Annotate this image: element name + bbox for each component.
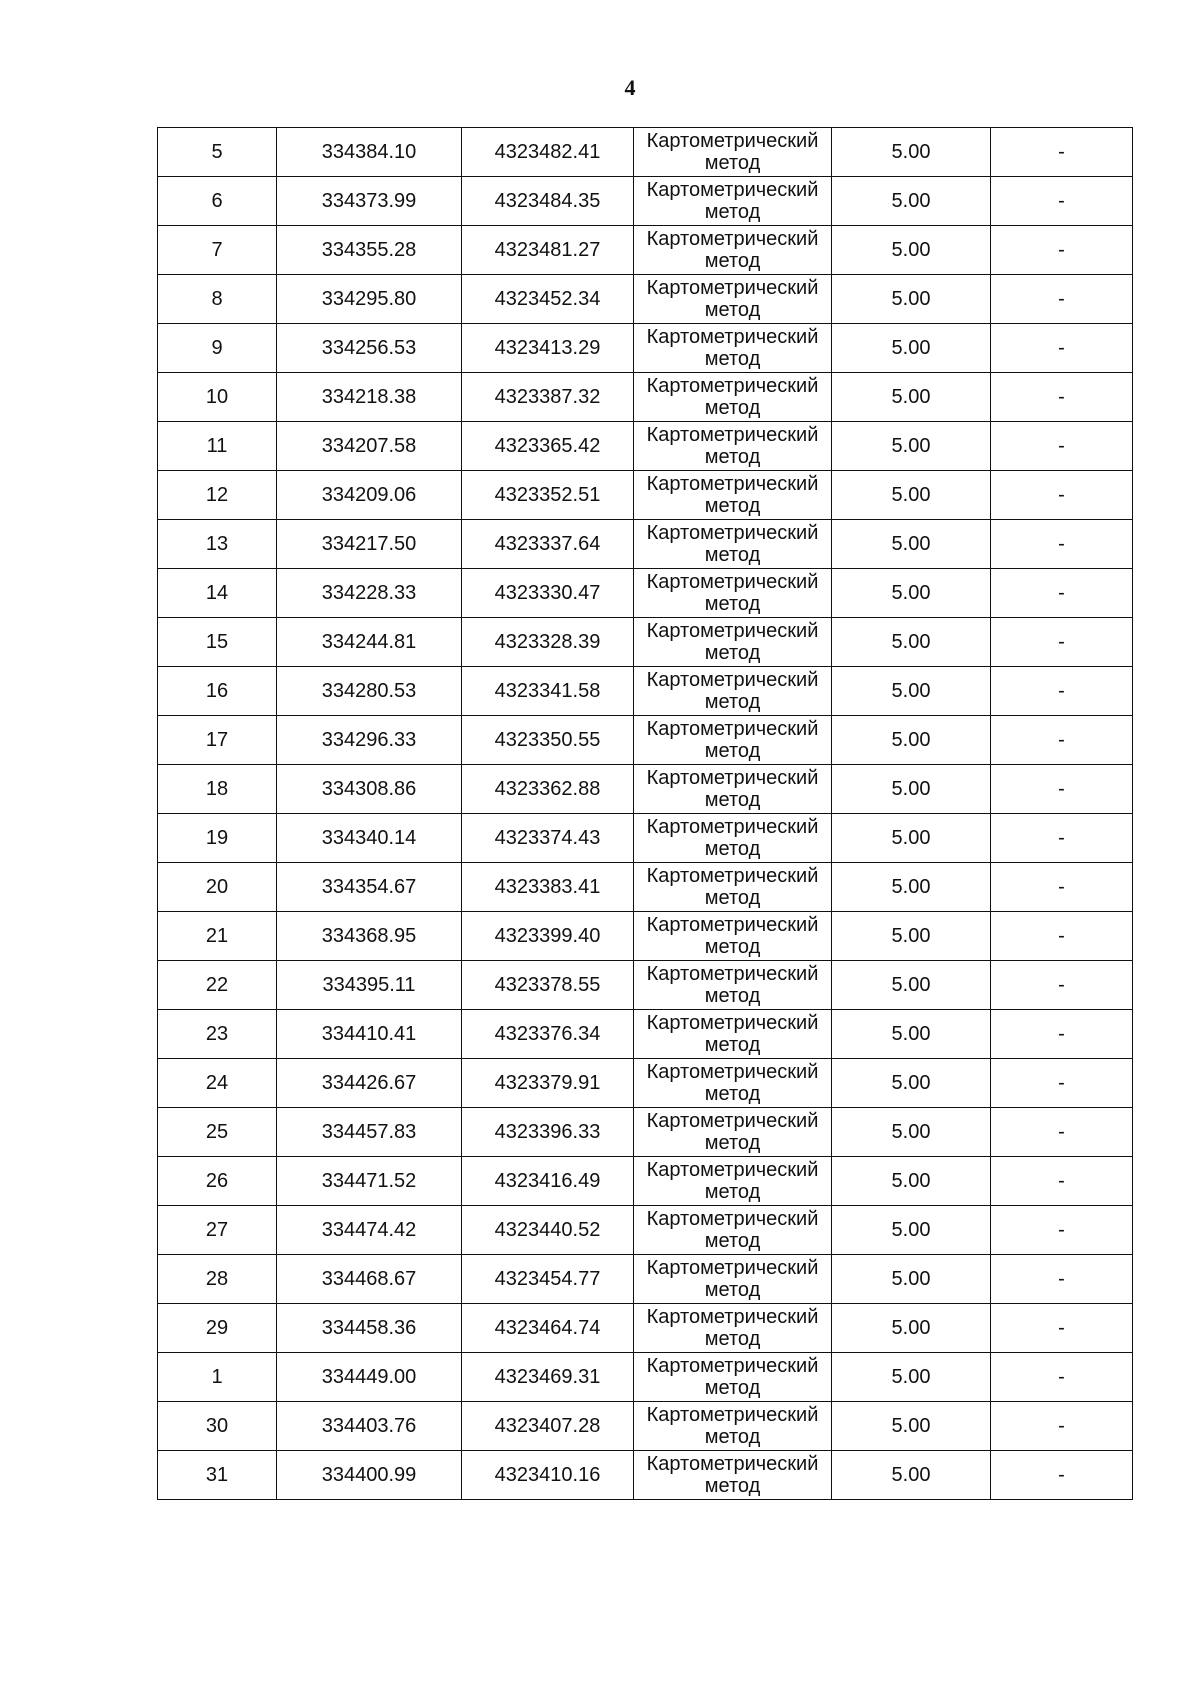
accuracy-cell: 5.00 (832, 961, 991, 1010)
accuracy-cell: 5.00 (832, 324, 991, 373)
y-coordinate-cell: 4323379.91 (462, 1059, 634, 1108)
accuracy-cell: 5.00 (832, 1206, 991, 1255)
y-coordinate-cell: 4323413.29 (462, 324, 634, 373)
method-cell (634, 177, 832, 226)
y-coordinate-cell: 4323481.27 (462, 226, 634, 275)
x-coordinate-cell: 334295.80 (277, 275, 462, 324)
note-cell: - (991, 569, 1133, 618)
method-text-line: Картометрический (646, 963, 819, 985)
note-cell: - (991, 1010, 1133, 1059)
method-cell (634, 1304, 832, 1353)
method-text-line: метод (704, 887, 761, 909)
point-number-cell: 25 (158, 1108, 277, 1157)
method-cell (634, 471, 832, 520)
point-number-cell: 8 (158, 275, 277, 324)
x-coordinate-cell: 334217.50 (277, 520, 462, 569)
accuracy-cell: 5.00 (832, 1255, 991, 1304)
method-text-line: метод (704, 397, 761, 419)
accuracy-cell: 5.00 (832, 275, 991, 324)
method-text-line: Картометрический (646, 130, 819, 152)
accuracy-cell: 5.00 (832, 863, 991, 912)
coordinates-table-body (158, 128, 1133, 1500)
point-number-cell: 29 (158, 1304, 277, 1353)
table-row (158, 1157, 1133, 1206)
method-text-line: Картометрический (646, 179, 819, 201)
method-text-line: Картометрический (646, 718, 819, 740)
x-coordinate-cell: 334340.14 (277, 814, 462, 863)
table-row (158, 471, 1133, 520)
note-cell: - (991, 618, 1133, 667)
y-coordinate-cell: 4323454.77 (462, 1255, 634, 1304)
note-cell: - (991, 1059, 1133, 1108)
note-cell: - (991, 1451, 1133, 1500)
method-text-line: метод (704, 642, 761, 664)
x-coordinate-cell: 334458.36 (277, 1304, 462, 1353)
table-row (158, 618, 1133, 667)
accuracy-cell: 5.00 (832, 716, 991, 765)
method-cell (634, 1010, 832, 1059)
note-cell: - (991, 1353, 1133, 1402)
x-coordinate-cell: 334368.95 (277, 912, 462, 961)
table-row (158, 1255, 1133, 1304)
accuracy-cell: 5.00 (832, 422, 991, 471)
accuracy-cell: 5.00 (832, 1010, 991, 1059)
accuracy-cell: 5.00 (832, 1304, 991, 1353)
point-number-cell: 15 (158, 618, 277, 667)
x-coordinate-cell: 334256.53 (277, 324, 462, 373)
method-text-line: Картометрический (646, 522, 819, 544)
table-row (158, 667, 1133, 716)
table-row (158, 1304, 1133, 1353)
point-number-cell: 24 (158, 1059, 277, 1108)
method-text-line: Картометрический (646, 277, 819, 299)
method-cell (634, 1108, 832, 1157)
y-coordinate-cell: 4323330.47 (462, 569, 634, 618)
point-number-cell: 12 (158, 471, 277, 520)
page-number: 4 (624, 75, 636, 100)
note-cell: - (991, 226, 1133, 275)
x-coordinate-cell: 334209.06 (277, 471, 462, 520)
accuracy-cell: 5.00 (832, 765, 991, 814)
note-cell: - (991, 275, 1133, 324)
method-cell (634, 961, 832, 1010)
x-coordinate-cell: 334471.52 (277, 1157, 462, 1206)
y-coordinate-cell: 4323452.34 (462, 275, 634, 324)
method-text-line: Картометрический (646, 228, 819, 250)
note-cell: - (991, 422, 1133, 471)
y-coordinate-cell: 4323464.74 (462, 1304, 634, 1353)
method-text-line: Картометрический (646, 1257, 819, 1279)
x-coordinate-cell: 334296.33 (277, 716, 462, 765)
table-row (158, 226, 1133, 275)
x-coordinate-cell: 334228.33 (277, 569, 462, 618)
method-text-line: Картометрический (646, 914, 819, 936)
method-text-line: метод (704, 152, 761, 174)
note-cell: - (991, 324, 1133, 373)
table-row (158, 1353, 1133, 1402)
y-coordinate-cell: 4323341.58 (462, 667, 634, 716)
accuracy-cell: 5.00 (832, 471, 991, 520)
point-number-cell: 23 (158, 1010, 277, 1059)
note-cell: - (991, 1402, 1133, 1451)
method-text-line: Картометрический (646, 1208, 819, 1230)
y-coordinate-cell: 4323337.64 (462, 520, 634, 569)
x-coordinate-cell: 334410.41 (277, 1010, 462, 1059)
x-coordinate-cell: 334468.67 (277, 1255, 462, 1304)
method-text-line: метод (704, 446, 761, 468)
accuracy-cell: 5.00 (832, 667, 991, 716)
accuracy-cell: 5.00 (832, 177, 991, 226)
method-text-line: метод (704, 789, 761, 811)
method-text-line: Картометрический (646, 865, 819, 887)
method-text-line: Картометрический (646, 473, 819, 495)
method-text-line: метод (704, 544, 761, 566)
method-cell (634, 1353, 832, 1402)
method-text-line: Картометрический (646, 816, 819, 838)
x-coordinate-cell: 334474.42 (277, 1206, 462, 1255)
method-text-line: Картометрический (646, 1404, 819, 1426)
method-cell (634, 422, 832, 471)
point-number-cell: 26 (158, 1157, 277, 1206)
method-text-line: метод (704, 1132, 761, 1154)
point-number-cell: 11 (158, 422, 277, 471)
accuracy-cell: 5.00 (832, 520, 991, 569)
point-number-cell: 13 (158, 520, 277, 569)
note-cell: - (991, 1206, 1133, 1255)
point-number-cell: 16 (158, 667, 277, 716)
method-cell (634, 1206, 832, 1255)
point-number-cell: 19 (158, 814, 277, 863)
method-text-line: метод (704, 348, 761, 370)
method-cell (634, 520, 832, 569)
x-coordinate-cell: 334244.81 (277, 618, 462, 667)
y-coordinate-cell: 4323399.40 (462, 912, 634, 961)
method-cell (634, 814, 832, 863)
table-row (158, 569, 1133, 618)
table-row (158, 863, 1133, 912)
table-row (158, 275, 1133, 324)
method-text-line: Картометрический (646, 620, 819, 642)
y-coordinate-cell: 4323378.55 (462, 961, 634, 1010)
y-coordinate-cell: 4323376.34 (462, 1010, 634, 1059)
note-cell: - (991, 863, 1133, 912)
point-number-cell: 27 (158, 1206, 277, 1255)
y-coordinate-cell: 4323407.28 (462, 1402, 634, 1451)
y-coordinate-cell: 4323362.88 (462, 765, 634, 814)
method-cell (634, 667, 832, 716)
point-number-cell: 31 (158, 1451, 277, 1500)
method-text-line: метод (704, 299, 761, 321)
table-row (158, 716, 1133, 765)
note-cell: - (991, 128, 1133, 177)
accuracy-cell: 5.00 (832, 1402, 991, 1451)
point-number-cell: 22 (158, 961, 277, 1010)
note-cell: - (991, 1108, 1133, 1157)
method-text-line: метод (704, 1034, 761, 1056)
method-text-line: Картометрический (646, 1012, 819, 1034)
y-coordinate-cell: 4323350.55 (462, 716, 634, 765)
method-text-line: метод (704, 201, 761, 223)
y-coordinate-cell: 4323440.52 (462, 1206, 634, 1255)
method-cell (634, 1255, 832, 1304)
point-number-cell: 5 (158, 128, 277, 177)
method-text-line: метод (704, 985, 761, 1007)
method-text-line: метод (704, 1377, 761, 1399)
y-coordinate-cell: 4323416.49 (462, 1157, 634, 1206)
method-cell (634, 1157, 832, 1206)
table-row (158, 961, 1133, 1010)
note-cell: - (991, 1304, 1133, 1353)
point-number-cell: 20 (158, 863, 277, 912)
method-text-line: Картометрический (646, 326, 819, 348)
note-cell: - (991, 1157, 1133, 1206)
point-number-cell: 17 (158, 716, 277, 765)
point-number-cell: 6 (158, 177, 277, 226)
method-cell (634, 716, 832, 765)
point-number-cell: 21 (158, 912, 277, 961)
table-row (158, 324, 1133, 373)
accuracy-cell: 5.00 (832, 1059, 991, 1108)
method-cell (634, 912, 832, 961)
method-cell (634, 324, 832, 373)
method-text-line: метод (704, 1328, 761, 1350)
method-cell (634, 226, 832, 275)
y-coordinate-cell: 4323328.39 (462, 618, 634, 667)
x-coordinate-cell: 334457.83 (277, 1108, 462, 1157)
point-number-cell: 30 (158, 1402, 277, 1451)
method-cell (634, 1402, 832, 1451)
method-text-line: метод (704, 1279, 761, 1301)
method-cell (634, 863, 832, 912)
x-coordinate-cell: 334218.38 (277, 373, 462, 422)
note-cell: - (991, 912, 1133, 961)
note-cell: - (991, 814, 1133, 863)
method-text-line: метод (704, 691, 761, 713)
note-cell: - (991, 471, 1133, 520)
x-coordinate-cell: 334400.99 (277, 1451, 462, 1500)
y-coordinate-cell: 4323484.35 (462, 177, 634, 226)
note-cell: - (991, 765, 1133, 814)
x-coordinate-cell: 334426.67 (277, 1059, 462, 1108)
method-cell (634, 128, 832, 177)
method-text-line: Картометрический (646, 1355, 819, 1377)
method-cell (634, 275, 832, 324)
y-coordinate-cell: 4323396.33 (462, 1108, 634, 1157)
accuracy-cell: 5.00 (832, 128, 991, 177)
note-cell: - (991, 961, 1133, 1010)
table-row (158, 128, 1133, 177)
y-coordinate-cell: 4323410.16 (462, 1451, 634, 1500)
table-row (158, 373, 1133, 422)
y-coordinate-cell: 4323352.51 (462, 471, 634, 520)
method-text-line: Картометрический (646, 767, 819, 789)
x-coordinate-cell: 334384.10 (277, 128, 462, 177)
note-cell: - (991, 373, 1133, 422)
method-text-line: метод (704, 838, 761, 860)
method-text-line: метод (704, 1426, 761, 1448)
point-number-cell: 10 (158, 373, 277, 422)
accuracy-cell: 5.00 (832, 1108, 991, 1157)
accuracy-cell: 5.00 (832, 1451, 991, 1500)
point-number-cell: 18 (158, 765, 277, 814)
method-cell (634, 1451, 832, 1500)
y-coordinate-cell: 4323482.41 (462, 128, 634, 177)
x-coordinate-cell: 334308.86 (277, 765, 462, 814)
x-coordinate-cell: 334449.00 (277, 1353, 462, 1402)
table-row (158, 520, 1133, 569)
point-number-cell: 14 (158, 569, 277, 618)
method-text-line: Картометрический (646, 669, 819, 691)
method-cell (634, 373, 832, 422)
point-number-cell: 28 (158, 1255, 277, 1304)
method-cell (634, 618, 832, 667)
method-text-line: метод (704, 740, 761, 762)
method-text-line: метод (704, 936, 761, 958)
table-row (158, 912, 1133, 961)
x-coordinate-cell: 334395.11 (277, 961, 462, 1010)
x-coordinate-cell: 334373.99 (277, 177, 462, 226)
method-text-line: Картометрический (646, 571, 819, 593)
method-cell (634, 569, 832, 618)
table-row (158, 1010, 1133, 1059)
y-coordinate-cell: 4323387.32 (462, 373, 634, 422)
table-row (158, 422, 1133, 471)
point-number-cell: 7 (158, 226, 277, 275)
accuracy-cell: 5.00 (832, 1353, 991, 1402)
note-cell: - (991, 667, 1133, 716)
method-text-line: Картометрический (646, 375, 819, 397)
note-cell: - (991, 716, 1133, 765)
method-text-line: метод (704, 1475, 761, 1497)
y-coordinate-cell: 4323383.41 (462, 863, 634, 912)
method-text-line: Картометрический (646, 1110, 819, 1132)
method-cell (634, 765, 832, 814)
method-text-line: метод (704, 1181, 761, 1203)
accuracy-cell: 5.00 (832, 814, 991, 863)
method-text-line: Картометрический (646, 1061, 819, 1083)
note-cell: - (991, 177, 1133, 226)
point-number-cell: 1 (158, 1353, 277, 1402)
method-text-line: Картометрический (646, 424, 819, 446)
accuracy-cell: 5.00 (832, 912, 991, 961)
accuracy-cell: 5.00 (832, 226, 991, 275)
note-cell: - (991, 1255, 1133, 1304)
method-text-line: Картометрический (646, 1159, 819, 1181)
x-coordinate-cell: 334207.58 (277, 422, 462, 471)
table-row (158, 177, 1133, 226)
method-text-line: метод (704, 495, 761, 517)
table-row (158, 1059, 1133, 1108)
method-text-line: метод (704, 250, 761, 272)
point-number-cell: 9 (158, 324, 277, 373)
x-coordinate-cell: 334355.28 (277, 226, 462, 275)
method-text-line: метод (704, 1230, 761, 1252)
table-row (158, 1451, 1133, 1500)
table-row (158, 814, 1133, 863)
method-cell (634, 1059, 832, 1108)
y-coordinate-cell: 4323365.42 (462, 422, 634, 471)
accuracy-cell: 5.00 (832, 569, 991, 618)
table-row (158, 1402, 1133, 1451)
method-text-line: Картометрический (646, 1306, 819, 1328)
x-coordinate-cell: 334280.53 (277, 667, 462, 716)
table-row (158, 1108, 1133, 1157)
table-row (158, 1206, 1133, 1255)
y-coordinate-cell: 4323469.31 (462, 1353, 634, 1402)
y-coordinate-cell: 4323374.43 (462, 814, 634, 863)
table-row (158, 765, 1133, 814)
method-text-line: метод (704, 593, 761, 615)
method-text-line: метод (704, 1083, 761, 1105)
coordinates-table (157, 127, 1133, 1500)
x-coordinate-cell: 334403.76 (277, 1402, 462, 1451)
accuracy-cell: 5.00 (832, 618, 991, 667)
accuracy-cell: 5.00 (832, 373, 991, 422)
note-cell: - (991, 520, 1133, 569)
x-coordinate-cell: 334354.67 (277, 863, 462, 912)
accuracy-cell: 5.00 (832, 1157, 991, 1206)
method-text-line: Картометрический (646, 1453, 819, 1475)
